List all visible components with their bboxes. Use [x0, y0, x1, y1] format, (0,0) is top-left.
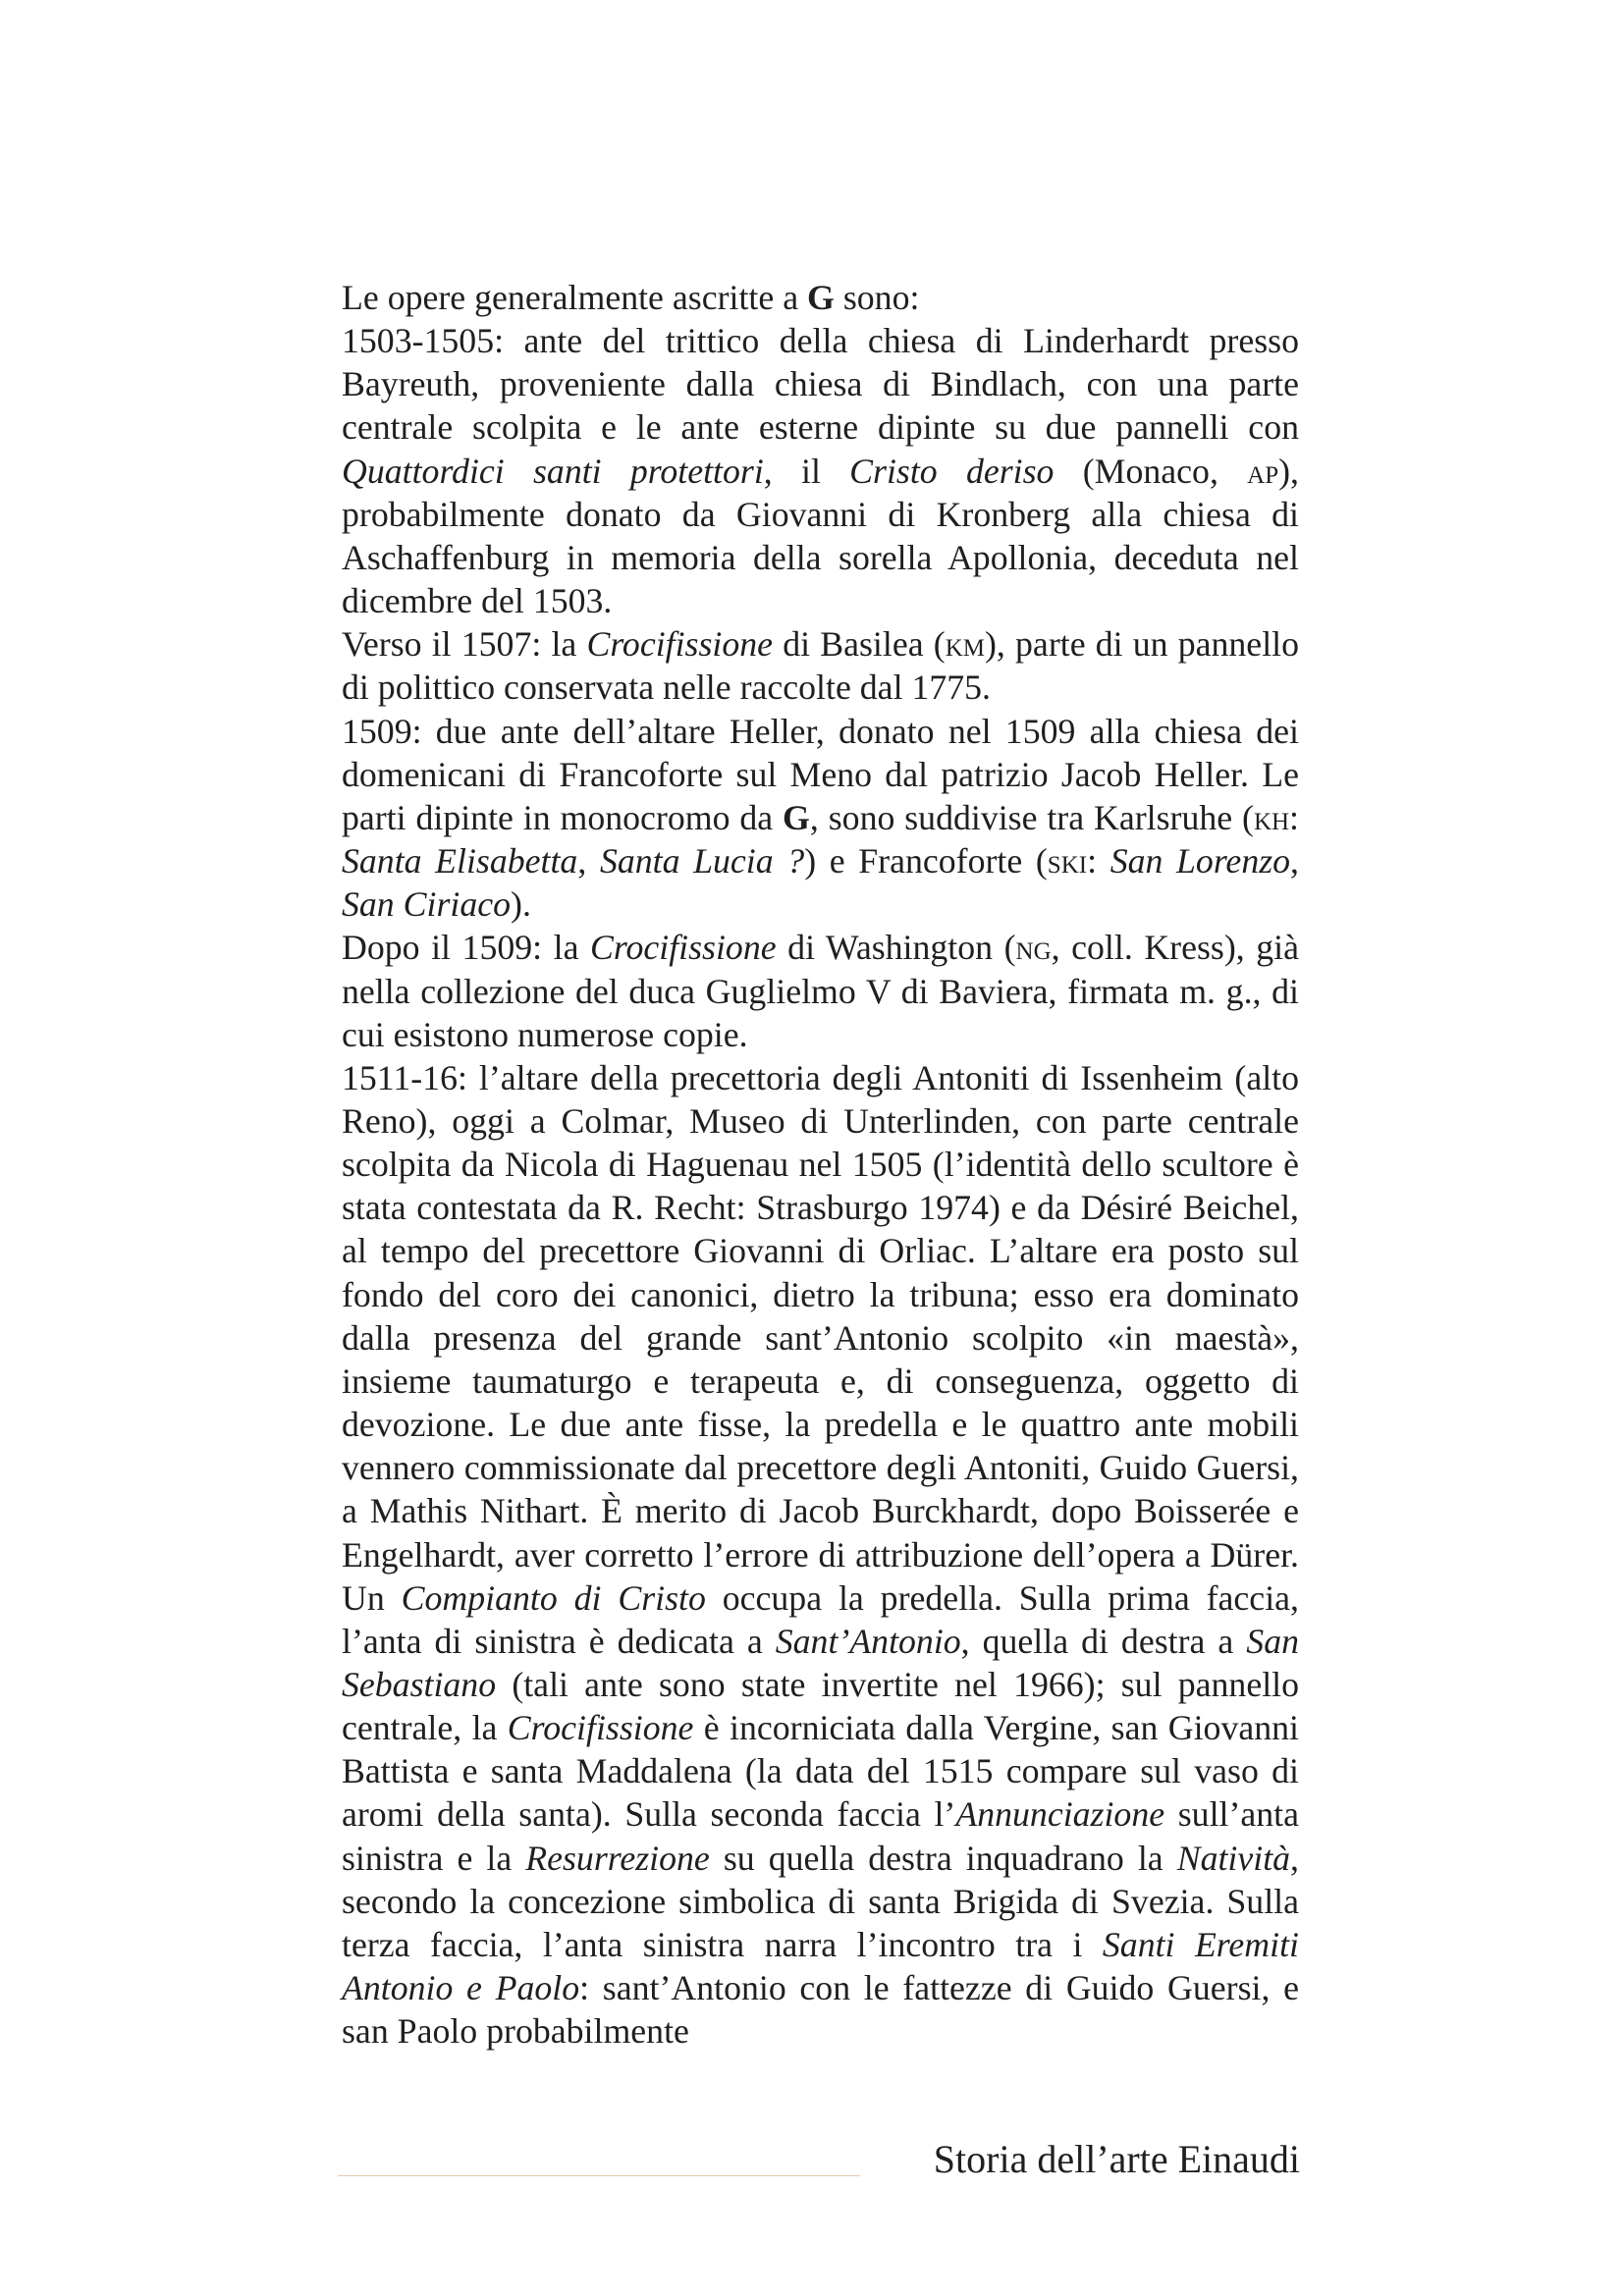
work-title: San Ciriaco: [342, 884, 512, 925]
entry-1511-16: 1511-16: l’altare della precettoria degli Antoniti di Issenheim (alto Reno), oggi a Colmar, Museo di Unterlinden, con parte centrale scolpita da Nicola di Haguenau nel 1505 (l’identità dello scultore è stata contestata da R. Recht: Strasburgo 1974) e da Désiré Beichel, al tempo del precettore Giovanni di Orliac. L’altare era posto sul fondo del coro dei canonici, dietro la tribuna; esso era dominato dalla presenza del grande sant’Antonio scolpito «in maestà», insieme taumaturgo e terapeuta e, di conseguenza, oggetto di devozione. Le due ante fisse, la predella e le quattro ante mobili vennero commissionate dal precettore degli Antoniti, Guido Guersi, a Mathis Nithart. È merito di Jacob Burckhardt, dopo Boisserée e Engelhardt, aver corretto l’errore di attribuzione dell’opera a Dürer. Un Compianto di Cristo occupa la predella. Sulla prima faccia, l’anta di sinistra è dedicata a Sant’Antonio, quella di destra a San Sebastiano (tali ante sono state invertite nel 1966); sul pannello centrale, la Crocifissione è incorniciata dalla Vergine, san Giovanni Battista e santa Maddalena (la data del 1515 compare sul vaso di aromi della santa). Sulla seconda faccia l’Annunciazione sull’anta sinistra e la Resurrezione su quella destra inquadrano la Natività, secondo la concezione simbolica di santa Brigida di Svezia. Sulla terza faccia, l’anta sinistra narra l’incontro tra i Santi Eremiti Antonio e Paolo: sant’Antonio con le fattezze di Guido Guersi, e san Paolo probabilmente: [342, 1057, 1300, 2052]
entry-1507: Verso il 1507: la Crocifissione di Basilea (km), parte di un pannello di polittico conservata nelle raccolte dal 1775.: [342, 624, 1299, 708]
footer-rule: [338, 2175, 860, 2176]
museum-abbr: ng: [1015, 928, 1052, 968]
body-text: [342, 276, 1299, 2053]
entry-after-1509: Dopo il 1509: la Crocifissione di Washington (ng, coll. Kress), già nella collezione del duca Guglielmo V di Baviera, firmata m. g., di cui esistono numerose copie.: [342, 928, 1299, 1054]
museum-abbr: kh: [1253, 797, 1290, 837]
artist-initial: G: [807, 278, 835, 317]
work-title: Santi Eremiti Antonio e Paolo: [342, 1924, 1299, 2008]
work-title: Quattordici santi protettori: [342, 451, 764, 491]
entry-1509: 1509: due ante dell’altare Heller, donato nel 1509 alla chiesa dei domenicani di Francoforte sul Meno dal patrizio Jacob Heller. Le parti dipinte in monocromo da G, sono suddivise tra Karlsruhe (kh: Santa Elisabetta, Santa Lucia ?) e Francoforte (ski: San Lorenzo, San Ciriaco).: [342, 711, 1299, 925]
work-title: Crocifissione: [590, 928, 777, 968]
entry-1503-1505: 1503-1505: ante del trittico della chiesa di Linderhardt presso Bayreuth, proveniente dalla chiesa di Bindlach, con una parte centrale scolpita e le ante esterne dipinte su due pannelli con Quattordici santi protettori, il Cristo deriso (Monaco, ap), probabilmente donato da Giovanni di Kronberg alla chiesa di Aschaffenburg in memoria della sorella Apollonia, deceduta nel dicembre del 1503.: [342, 321, 1300, 621]
museum-abbr: ap: [1247, 451, 1279, 491]
work-title: Annunciazione: [955, 1794, 1165, 1835]
museum-abbr: km: [945, 624, 985, 665]
intro-paragraph: Le opere generalmente ascritte a G sono:: [342, 278, 920, 317]
work-title: Santa Lucia ?: [599, 841, 805, 881]
museum-abbr: ski: [1047, 841, 1088, 881]
footer-title: Storia dell’arte Einaudi: [933, 2137, 1300, 2181]
work-title: San Sebastiano: [342, 1621, 1299, 1704]
work-title: Cristo deriso: [849, 451, 1055, 491]
artist-initial: G: [783, 797, 810, 837]
work-title: Crocifissione: [586, 624, 774, 665]
work-title: Crocifissione: [507, 1708, 694, 1748]
work-title: Sant’Antonio: [775, 1621, 961, 1661]
work-title: San Lorenzo: [1109, 841, 1291, 881]
work-title: Compianto di Cristo: [401, 1577, 706, 1618]
work-title: Natività: [1176, 1838, 1291, 1878]
work-title: Santa Elisabetta: [342, 841, 578, 881]
work-title: Resurrezione: [525, 1838, 710, 1878]
page-footer: [338, 2136, 1300, 2183]
